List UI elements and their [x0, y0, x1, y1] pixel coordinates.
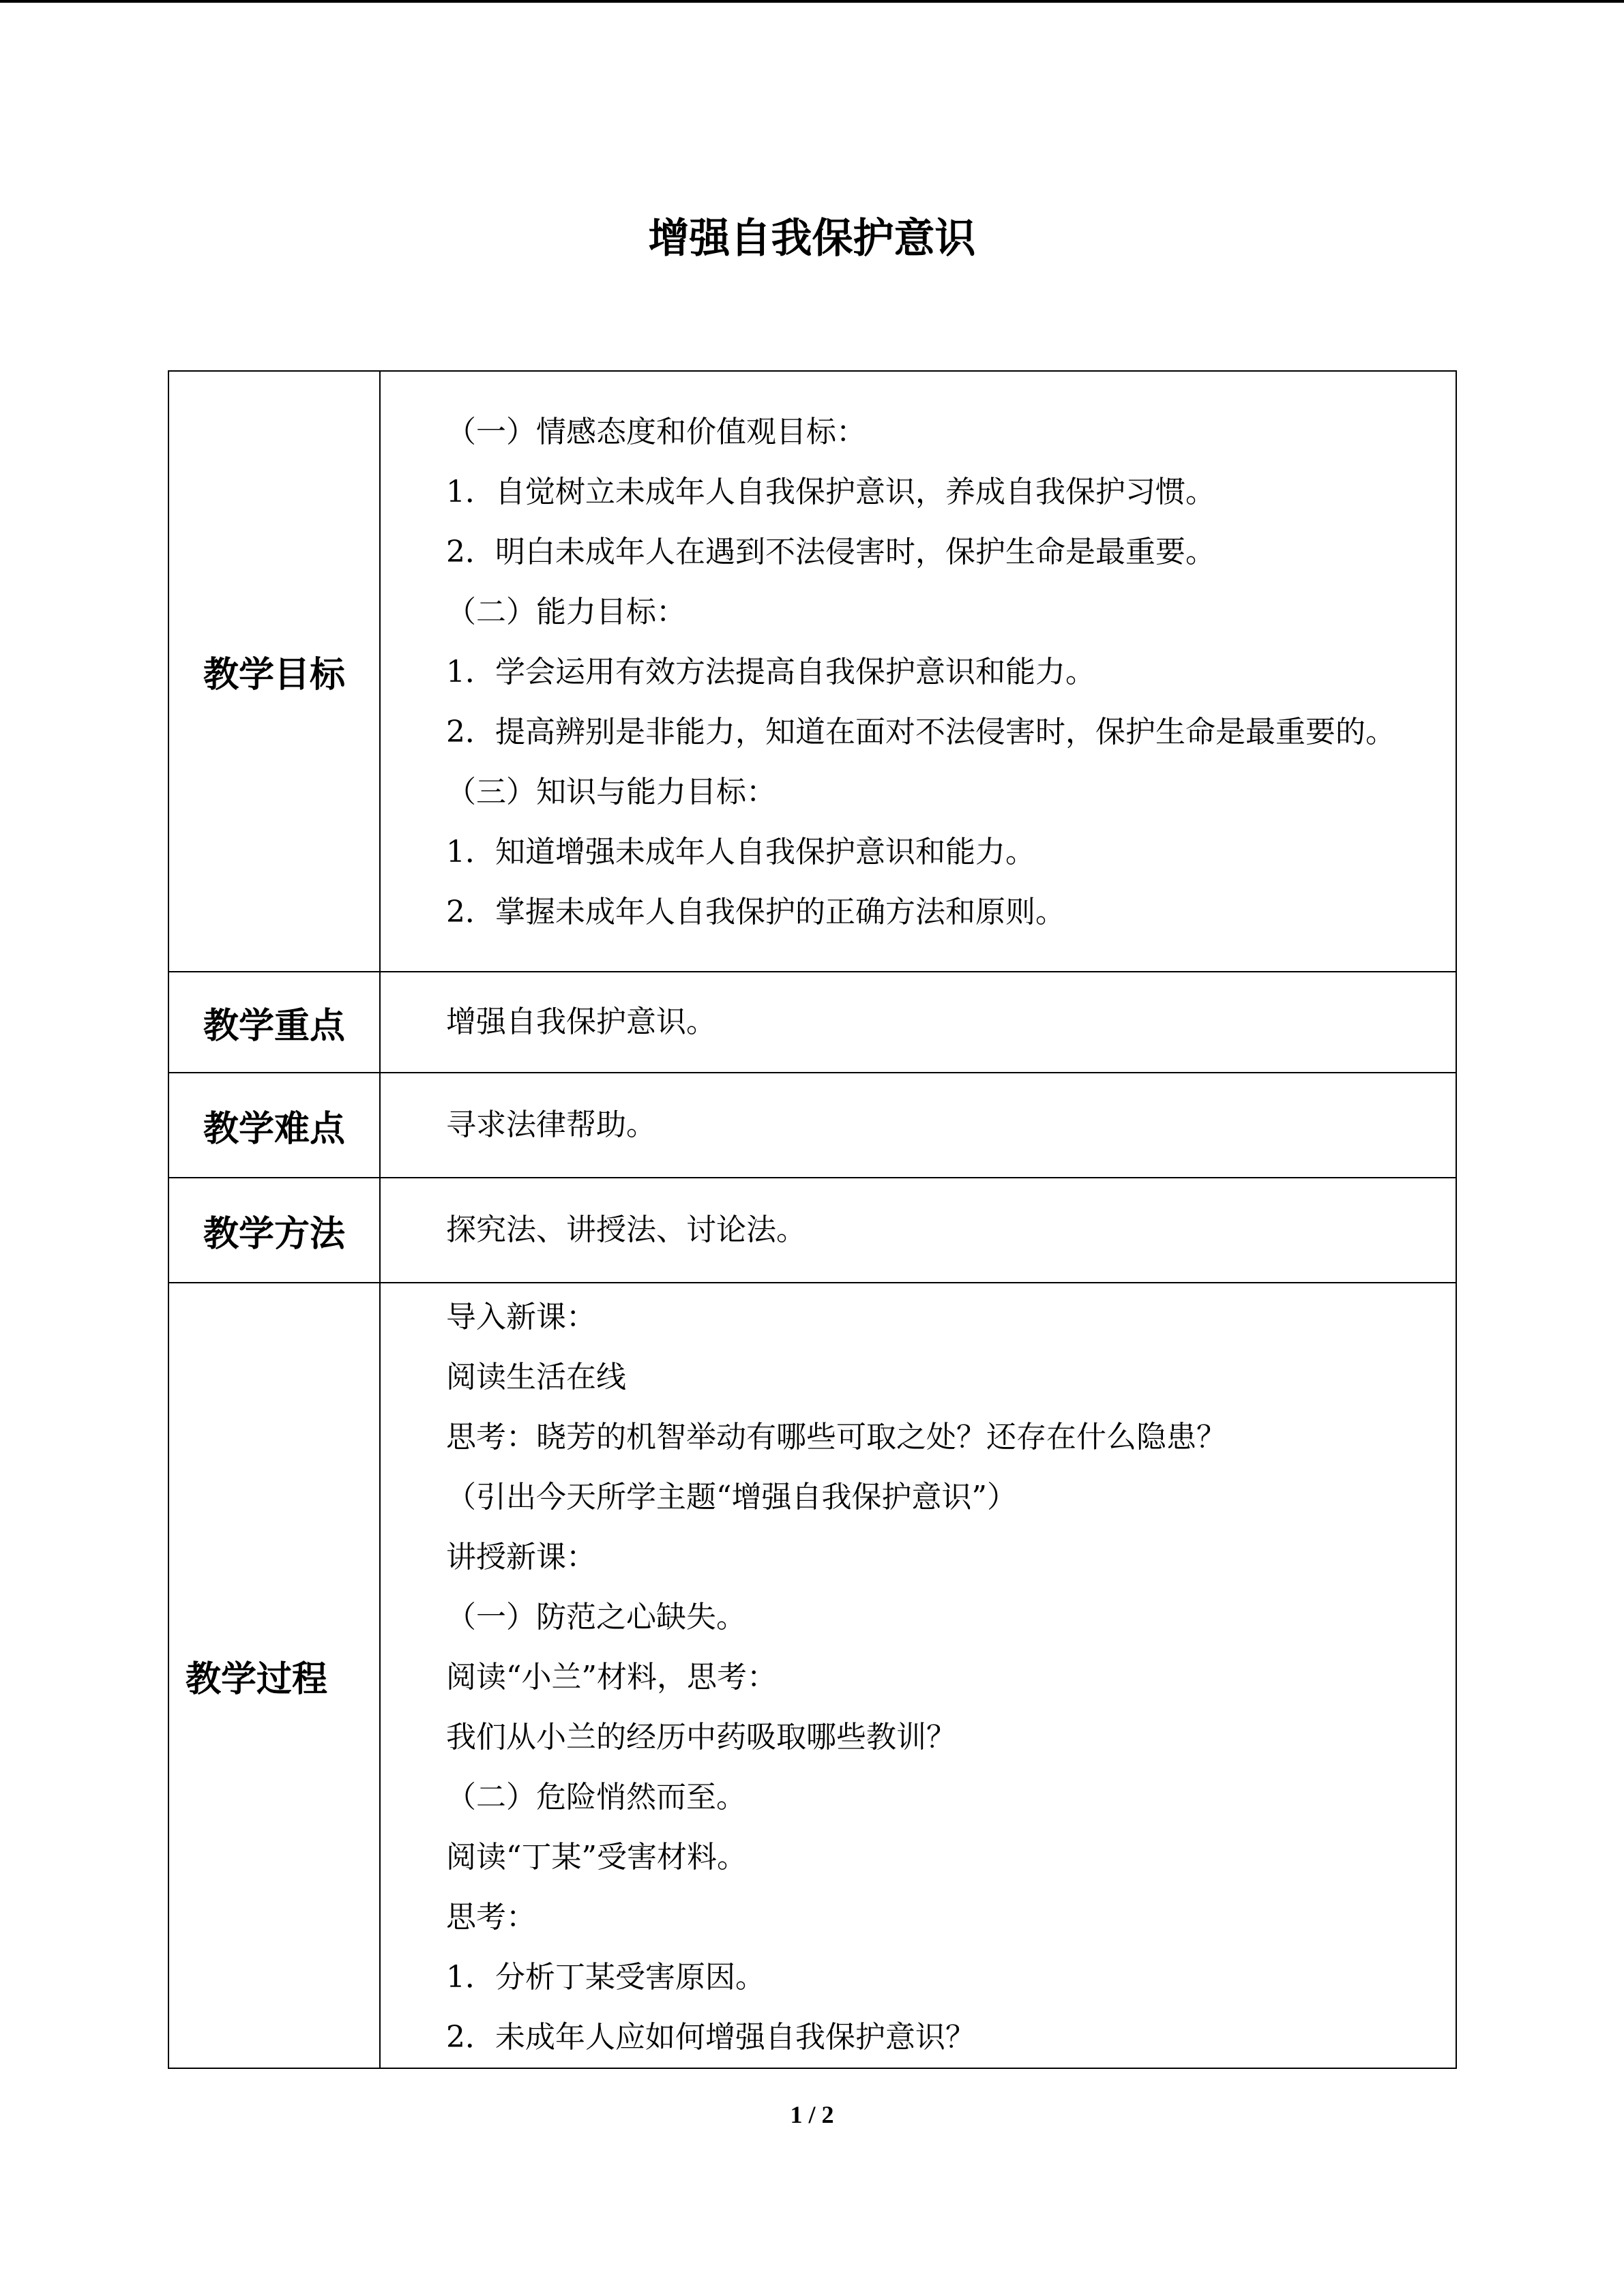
process-line: 2．未成年人应如何增强自我保护意识？	[446, 2020, 975, 2055]
process-line: （一）防范之心缺失。	[446, 1600, 746, 1635]
table-row-teaching-goals	[168, 371, 1456, 972]
row-label-process	[168, 1283, 380, 2068]
goal-line: 1．知道增强未成年人自我保护意识和能力。	[446, 834, 1035, 869]
process-line: 我们从小兰的经历中药吸取哪些教训？	[446, 1720, 956, 1755]
top-border-line	[0, 0, 1624, 3]
table-row-difficulties	[168, 1073, 1456, 1178]
process-line: 讲授新课：	[446, 1540, 596, 1575]
process-line: 阅读“丁某”受害材料。	[446, 1840, 747, 1875]
table-row-key-points	[168, 972, 1456, 1073]
goal-line: 2．掌握未成年人自我保护的正确方法和原则。	[446, 894, 1065, 929]
key-points-label: 教学重点	[203, 1005, 345, 1047]
row-label-teaching-goals	[168, 371, 380, 972]
methods-text: 探究法、讲授法、讨论法。	[446, 1212, 806, 1247]
teaching-goals-label: 教学目标	[203, 655, 345, 696]
page-number: 1 / 2	[790, 2101, 834, 2128]
goal-line: （三）知识与能力目标：	[446, 774, 776, 809]
key-points-text: 增强自我保护意识。	[446, 1004, 716, 1039]
row-label-difficulties	[168, 1073, 380, 1178]
difficulties-label: 教学难点	[203, 1108, 345, 1150]
goal-line: 1．学会运用有效方法提高自我保护意识和能力。	[446, 654, 1095, 689]
process-line: （引出今天所学主题“增强自我保护意识”）	[446, 1480, 1017, 1515]
process-content	[380, 1283, 1456, 2068]
process-line: 导入新课：	[446, 1300, 596, 1335]
goal-line: 1．自觉树立未成年人自我保护意识，养成自我保护习惯。	[446, 474, 1215, 509]
process-line: 阅读生活在线	[446, 1360, 626, 1395]
lesson-plan-table	[168, 370, 1457, 2069]
process-line: 思考：	[446, 1900, 536, 1935]
process-label: 教学过程	[186, 1658, 328, 1700]
row-label-methods	[168, 1178, 380, 1283]
page-title: 增强自我保护意识	[648, 215, 976, 263]
process-line: （二）危险悄然而至。	[446, 1780, 746, 1815]
goal-line: （二）能力目标：	[446, 594, 686, 629]
goal-line: （一）情感态度和价值观目标：	[446, 414, 866, 449]
teaching-goals-content	[380, 371, 1456, 972]
key-points-content	[380, 972, 1456, 1073]
table-row-process	[168, 1283, 1456, 2068]
methods-content	[380, 1178, 1456, 1283]
difficulties-content	[380, 1073, 1456, 1178]
difficulties-text: 寻求法律帮助。	[446, 1107, 656, 1142]
methods-label: 教学方法	[203, 1213, 345, 1255]
goal-line: 2．明白未成年人在遇到不法侵害时，保护生命是最重要。	[446, 534, 1215, 569]
row-label-key-points	[168, 972, 380, 1073]
goal-line: 2．提高辨别是非能力，知道在面对不法侵害时，保护生命是最重要的。	[446, 714, 1396, 749]
process-line: 思考：晓芳的机智举动有哪些可取之处？还存在什么隐患？	[446, 1420, 1226, 1455]
table-row-methods	[168, 1178, 1456, 1283]
process-line: 1．分析丁某受害原因。	[446, 1960, 765, 1995]
process-line: 阅读“小兰”材料，思考：	[446, 1660, 777, 1695]
